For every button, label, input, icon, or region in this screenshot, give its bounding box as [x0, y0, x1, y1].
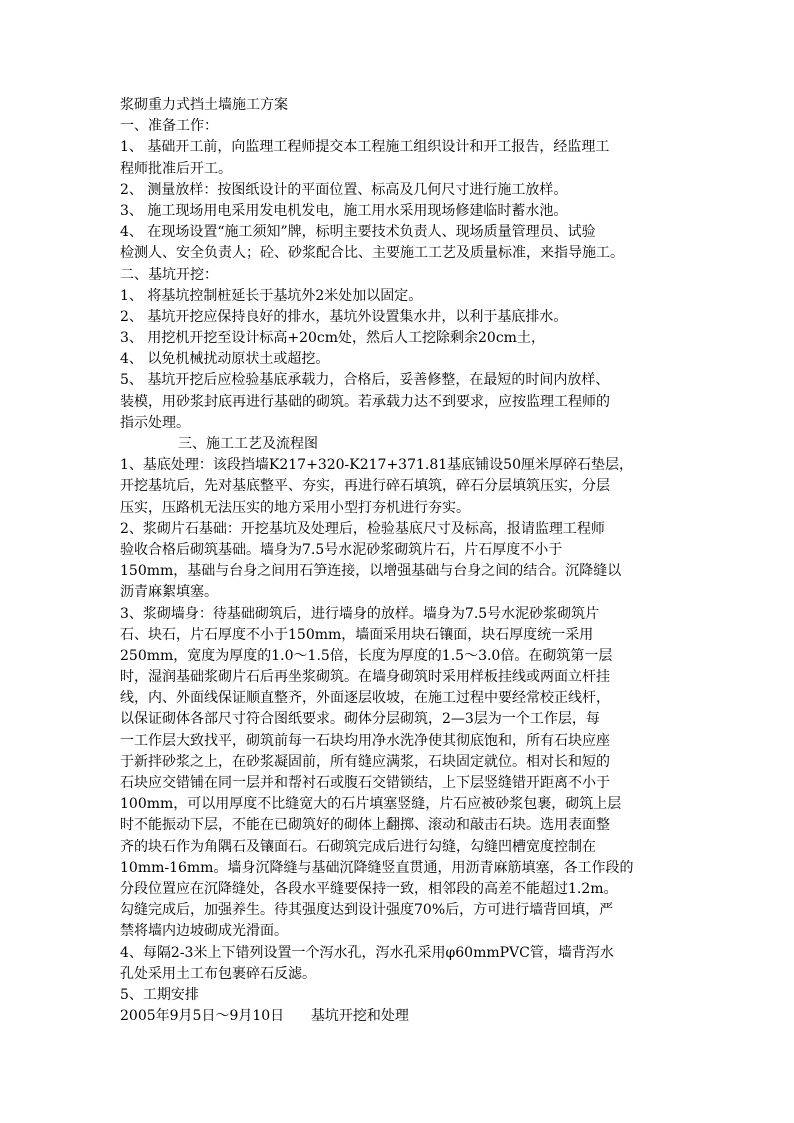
paragraph-line: 一工作层大致找平，砌筑前每一石块均用净水洗净使其彻底饱和，所有石块应座 — [120, 732, 610, 749]
section-heading: 一、准备工作： — [120, 118, 218, 135]
paragraph-line: 2、 基坑开挖应保持良好的排水，基坑外设置集水井，以利于基底排水。 — [120, 308, 568, 325]
paragraph-line: 3、 用挖机开挖至设计标高+20cm处，然后人工挖除剩余20cm土， — [120, 330, 545, 347]
paragraph-line: 禁将墙内边坡砌成光滑面。 — [120, 923, 288, 940]
paragraph-line: 压实，压路机无法压实的地方采用小型打夯机进行夯实。 — [120, 499, 470, 516]
paragraph-line: 指示处理。 — [120, 414, 190, 431]
paragraph-line: 100mm，可以用厚度不比缝宽大的石片填塞竖缝，片石应被砂浆包裹，砌筑上层 — [120, 796, 622, 813]
paragraph-line: 1、基底处理：该段挡墙K217+320-K217+371.81基底铺设50厘米厚碎石垫层， — [120, 457, 633, 474]
paragraph-line: 4、每隔2-3米上下错列设置一个泻水孔，泻水孔采用φ60mmPVC管，墙背泻水 — [120, 944, 614, 961]
paragraph-line: 孔处采用土工布包裹碎石反滤。 — [120, 965, 316, 982]
paragraph-line: 于新拌砂浆之上，在砂浆凝固前，所有缝应满浆，石块固定就位。相对长和短的 — [120, 753, 610, 770]
paragraph-line: 验收合格后砌筑基础。墙身为7.5号水泥砂浆砌筑片石，片石厚度不小于 — [120, 541, 563, 558]
paragraph-line: 3、 施工现场用电采用发电机发电，施工用水采用现场修建临时蓄水池。 — [120, 202, 568, 219]
paragraph-line: 250mm，宽度为厚度的1.0～1.5倍，长度为厚度的1.5～3.0倍。在砌筑第一层 — [120, 647, 613, 664]
paragraph-line: 开挖基坑后，先对基底整平、夯实，再进行碎石填筑，碎石分层填筑压实，分层 — [120, 478, 610, 495]
paragraph-line: 150mm，基础与台身之间用石笋连接，以增强基础与台身之间的结合。沉降缝以 — [120, 563, 622, 580]
paragraph-line: 2、浆砌片石基础：开挖基坑及处理后，检验基底尺寸及标高，报请监理工程师 — [120, 520, 605, 537]
paragraph-line: 4、 以免机械扰动原状土或超挖。 — [120, 351, 330, 368]
paragraph-line: 时不能振动下层，不能在已砌筑好的砌体上翻掷、滚动和敲击石块。选用表面整 — [120, 817, 610, 834]
paragraph-line: 以保证砌体各部尺寸符合图纸要求。砌体分层砌筑，2—3层为一个工作层，每 — [120, 711, 600, 728]
paragraph-line: 勾缝完成后，加强养生。待其强度达到设计强度70%后，方可进行墙背回填，严 — [120, 902, 614, 919]
paragraph-line: 3、浆砌墙身：待基础砌筑后，进行墙身的放样。墙身为7.5号水泥砂浆砌筑片 — [120, 605, 600, 622]
paragraph-line: 齐的块石作为角隅石及镶面石。石砌筑完成后进行勾缝，勾缝凹槽宽度控制在 — [120, 838, 596, 855]
paragraph-line: 沥青麻絮填塞。 — [120, 584, 218, 601]
paragraph-line: 检测人、安全负责人；砼、砂浆配合比、主要施工工艺及质量标准，来指导施工。 — [120, 245, 624, 262]
paragraph-line: 装模，用砂浆封底再进行基础的砌筑。若承载力达不到要求，应按监理工程师的 — [120, 393, 610, 410]
section-heading: 三、施工工艺及流程图 — [178, 436, 318, 452]
document-title: 浆砌重力式挡土墙施工方案 — [120, 97, 288, 113]
paragraph-line: 2、 测量放样：按图纸设计的平面位置、标高及几何尺寸进行施工放样。 — [120, 181, 568, 198]
paragraph-line: 石、块石，片石厚度不小于150mm，墙面采用块石镶面，块石厚度统一采用 — [120, 626, 594, 643]
section-heading: 二、基坑开挖： — [120, 266, 218, 283]
paragraph-line: 石块应交错铺在同一层并和帮衬石或腹石交错锁结，上下层竖缝错开距离不小于 — [120, 775, 610, 791]
paragraph-line: 线，内、外面线保证顺直整齐，外面逐层收坡，在施工过程中要经常校正线杆， — [120, 690, 610, 707]
section-heading: 5、工期安排 — [120, 986, 199, 1003]
paragraph-line: 4、 在现场设置“施工须知”牌，标明主要技术负责人、现场质量管理员、试验 — [120, 224, 596, 241]
paragraph-line: 1、 将基坑控制桩延长于基坑外2米处加以固定。 — [120, 287, 423, 304]
paragraph-line: 1、 基础开工前，向监理工程师提交本工程施工组织设计和开工报告，经监理工 — [120, 139, 610, 156]
paragraph-line: 分段位置应在沉降缝处，各段水平缝要保持一致，相邻段的高差不能超过1.2m。 — [120, 880, 618, 897]
paragraph-line: 程师批准后开工。 — [120, 160, 232, 177]
paragraph-line: 5、 基坑开挖后应检验基底承载力，合格后，妥善修整，在最短的时间内放样、 — [120, 372, 610, 389]
paragraph-line: 时，湿润基础浆砌片石后再坐浆砌筑。在墙身砌筑时采用样板挂线或两面立杆挂 — [120, 669, 610, 686]
document-body — [120, 95, 676, 1027]
schedule-line: 2005年9月5日～9月10日 基坑开挖和处理 — [120, 1008, 409, 1025]
paragraph-line: 10mm-16mm。墙身沉降缝与基础沉降缝竖直贯通，用沥青麻筋填塞，各工作段的 — [120, 859, 634, 876]
